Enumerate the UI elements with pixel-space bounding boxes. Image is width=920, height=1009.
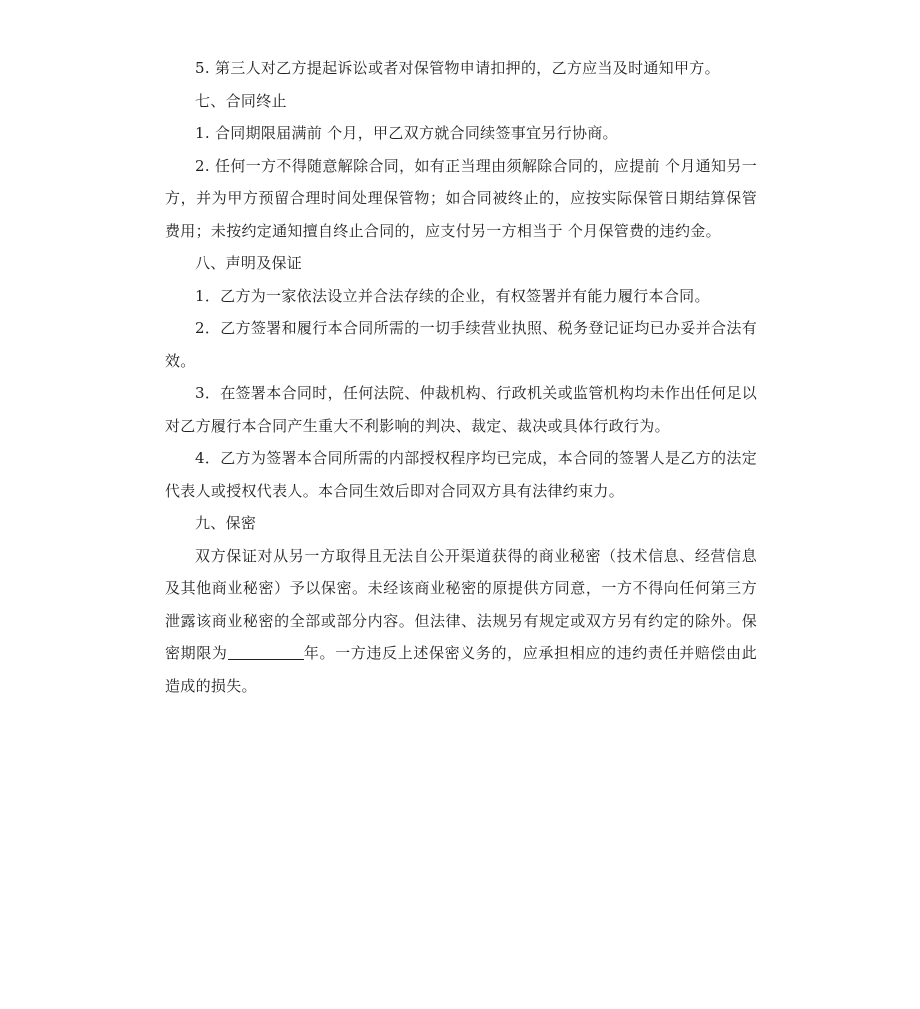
confidentiality-term-blank [228,641,304,660]
clause-8-3: 3．在签署本合同时，任何法院、仲裁机构、行政机关或监管机构均未作出任何足以对乙方履行本合同产生重大不利影响的判决、裁定、裁决或具体行政行为。 [165,384,757,435]
confidentiality-text-start: 双方保证对从另一方取得且无法自公开渠道获得的商业秘密（技术信息、经营信息及其他商业秘密）予以保密。未经该商业秘密的原提供方同意，一方不得向任何第三方泄露该商业秘密的全部或部分内容。但法律、法规另有规定或双方另有约定的除外。保密期限为 [165,546,757,662]
clause-8-4: 4．乙方为签署本合同所需的内部授权程序均已完成，本合同的签署人是乙方的法定代表人或授权代表人。本合同生效后即对合同双方具有法律约束力。 [165,449,757,500]
clause-6-5: 5. 第三人对乙方提起诉讼或者对保管物申请扣押的，乙方应当及时通知甲方。 [195,59,720,77]
section-heading-termination: 七、合同终止 [195,91,287,110]
clause-9-confidentiality [165,540,757,703]
confidentiality-text-end: 年。一方违反上述保密义务的，应承担相应的违约责任并赔偿由此造成的损失。 [165,644,757,695]
clause-7-2: 2. 任何一方不得随意解除合同，如有正当理由须解除合同的，应提前 个月通知另一方，并为甲方预留合理时间处理保管物；如合同被终止的，应按实际保管日期结算保管费用；未按约定通知擅自终止合同的，应支付另一方相当于 个月保管费的违约金。 [165,156,757,240]
clause-8-2: 2．乙方签署和履行本合同所需的一切手续营业执照、税务登记证均已办妥并合法有效。 [165,319,757,370]
section-heading-confidentiality: 九、保密 [195,514,257,532]
clause-7-1: 1. 合同期限届满前 个月，甲乙双方就合同续签事宜另行协商。 [195,124,618,142]
document-body [165,52,757,702]
clause-8-1: 1．乙方为一家依法设立并合法存续的企业，有权签署并有能力履行本合同。 [195,286,710,305]
section-heading-declarations: 八、声明及保证 [195,254,303,272]
